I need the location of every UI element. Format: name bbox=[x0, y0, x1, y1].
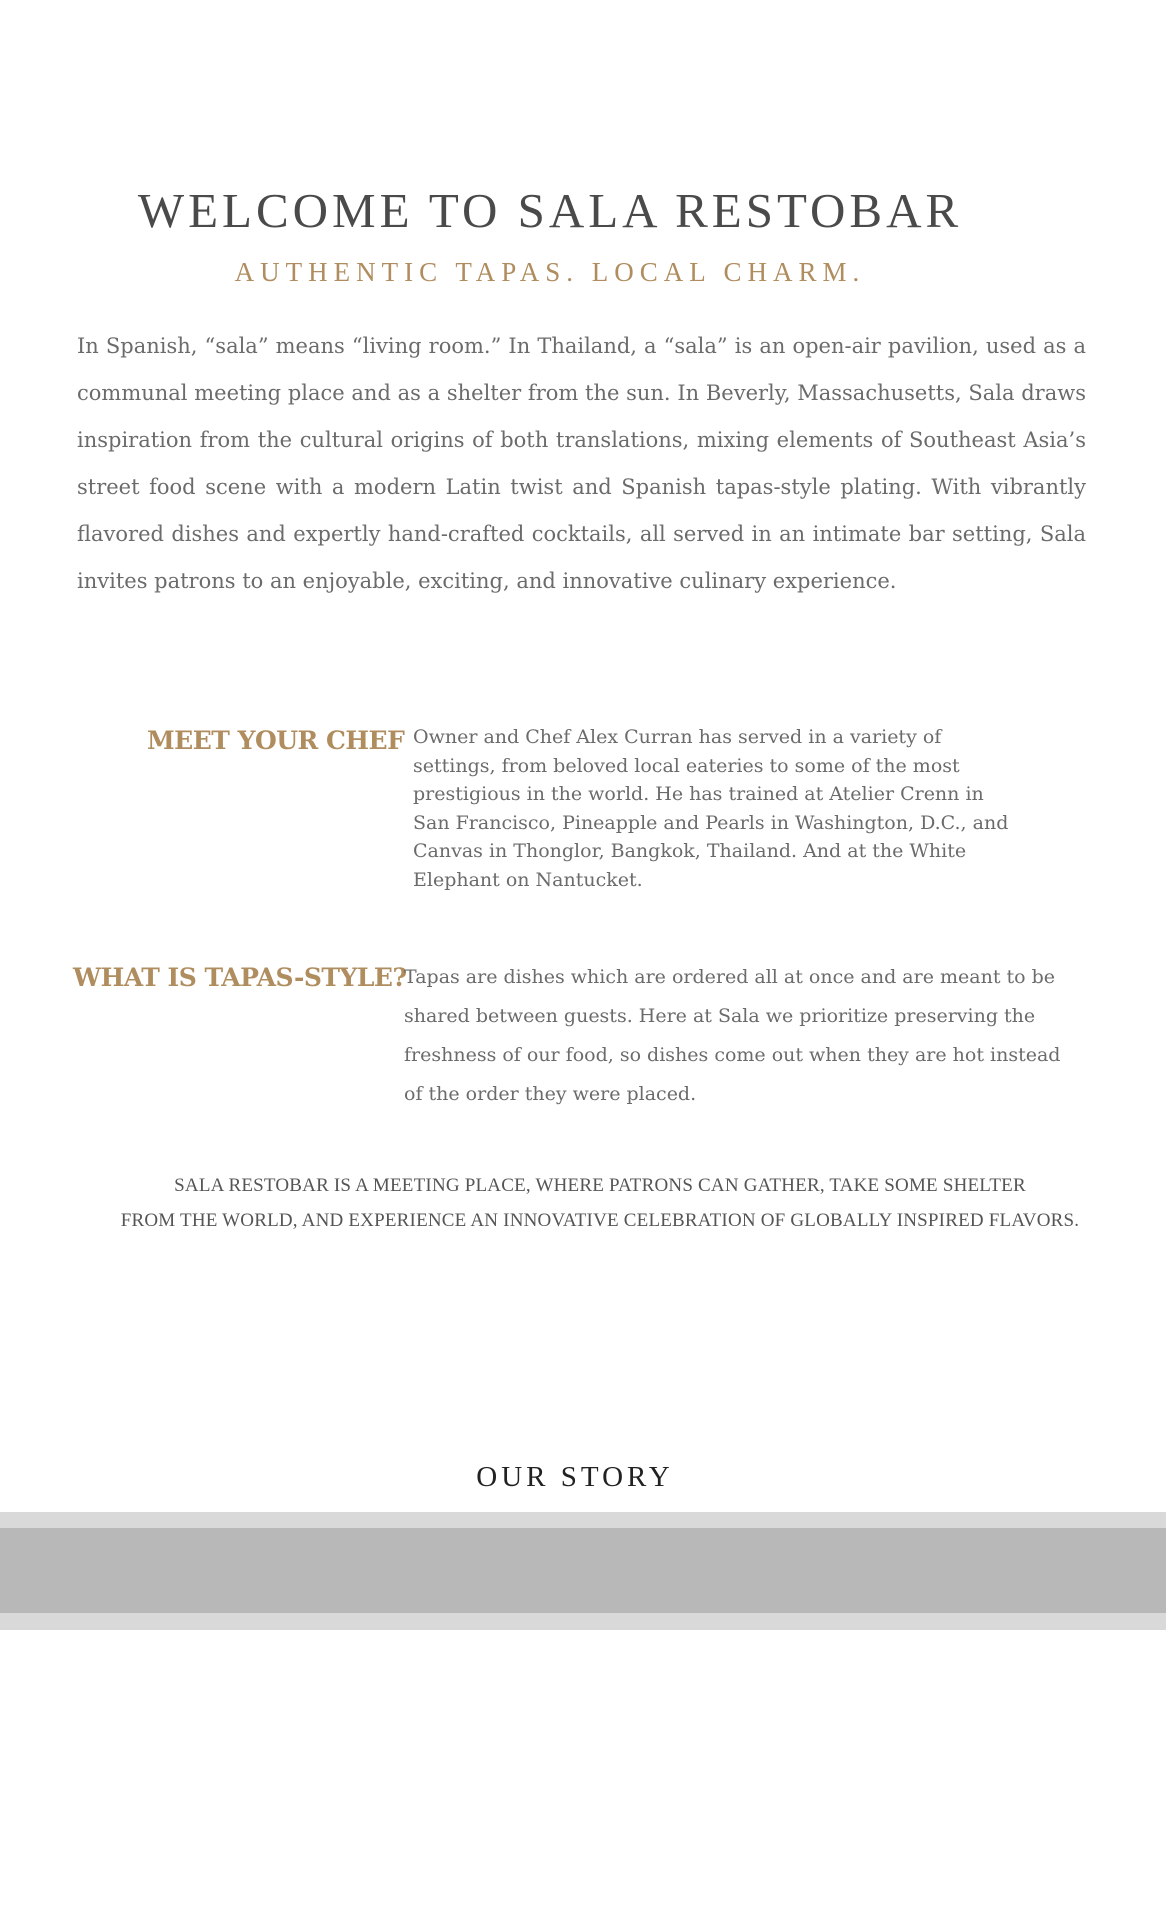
story-image-placeholder bbox=[0, 1528, 1166, 1613]
our-story-heading: OUR STORY bbox=[476, 1461, 674, 1493]
closing-line-2: FROM THE WORLD, AND EXPERIENCE AN INNOVATIVE CELEBRATION OF GLOBALLY INSPIRED FLAVORS. bbox=[120, 1210, 1080, 1231]
closing-statement bbox=[60, 1168, 1140, 1238]
meet-your-chef-heading: MEET YOUR CHEF bbox=[147, 726, 405, 755]
tapas-style-heading: WHAT IS TAPAS-STYLE? bbox=[73, 963, 407, 992]
welcome-title: WELCOME TO SALA RESTOBAR bbox=[137, 183, 963, 238]
tapas-paragraph: Tapas are dishes which are ordered all at once and are meant to be shared between guests. Here at Sala we prioritize preserving the freshness of our food, so dishes come out when they are hot instead of the order they were placed. bbox=[404, 966, 1061, 1105]
tagline: AUTHENTIC TAPAS. LOCAL CHARM. bbox=[234, 257, 866, 287]
closing-line-1: SALA RESTOBAR IS A MEETING PLACE, WHERE PATRONS CAN GATHER, TAKE SOME SHELTER bbox=[174, 1175, 1026, 1196]
chef-paragraph: Owner and Chef Alex Curran has served in a variety of settings, from beloved local eateries to some of the most prestigious in the world. He has trained at Atelier Crenn in San Francisco, Pineapple and Pearls in Washington, D.C., and Canvas in Thonglor, Bangkok, Thailand. And at the White Elephant on Nantucket. bbox=[413, 726, 1009, 891]
intro-paragraph: In Spanish, “sala” means “living room.” In Thailand, a “sala” is an open-air pavilion, used as a communal meeting place and as a shelter from the sun. In Beverly, Massachusetts, Sala draws inspiration from the cultural origins of both translations, mixing elements of Southeast Asia’s street food scene with a modern Latin twist and Spanish tapas-style plating. With vibrantly flavored dishes and expertly hand-crafted cocktails, all served in an intimate bar setting, Sala invites patrons to an enjoyable, exciting, and innovative culinary experience. bbox=[77, 334, 1086, 593]
